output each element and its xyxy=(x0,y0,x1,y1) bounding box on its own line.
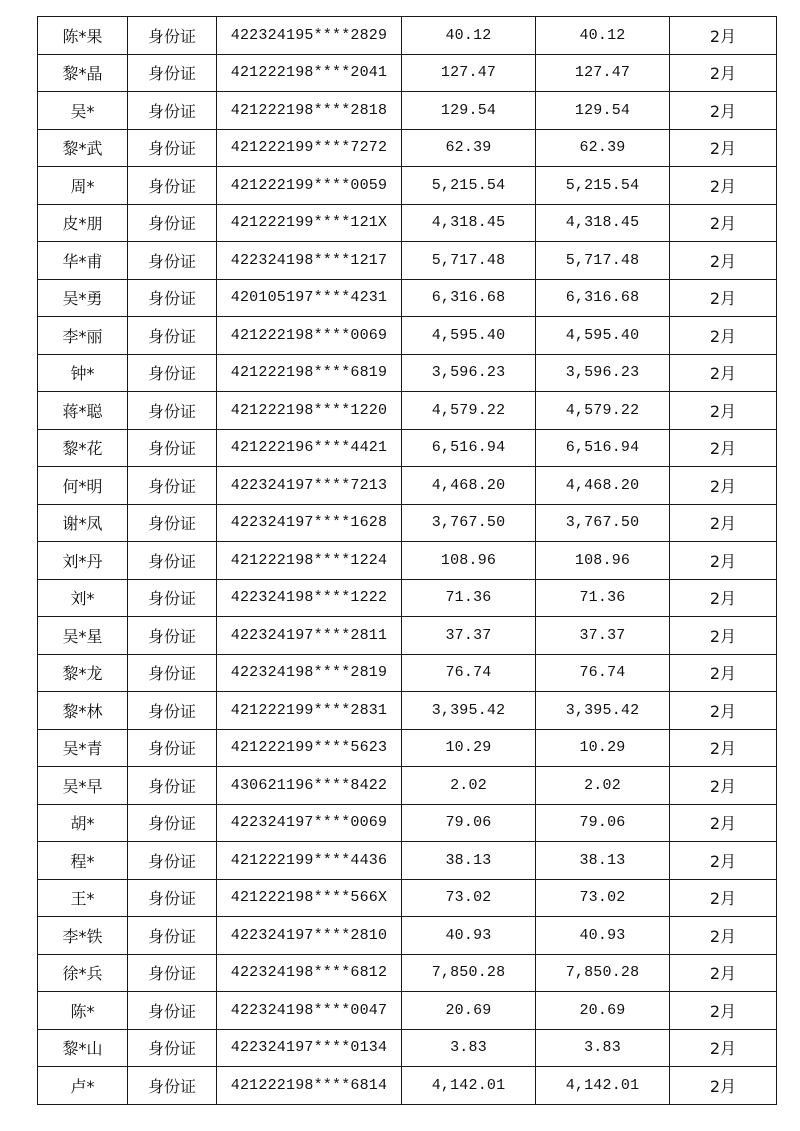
table-row xyxy=(38,804,777,842)
month-cell: 2月 xyxy=(670,654,777,692)
id-type-cell: 身份证 xyxy=(128,579,217,617)
name-cell: 黎*山 xyxy=(38,1029,128,1067)
amount-paid-cell: 127.47 xyxy=(536,54,670,92)
amount-cell: 4,468.20 xyxy=(402,467,536,505)
id-type-cell: 身份证 xyxy=(128,317,217,355)
id-type-cell: 身份证 xyxy=(128,167,217,205)
month-cell: 2月 xyxy=(670,579,777,617)
id-number-cell: 421222198****566X xyxy=(217,879,402,917)
amount-paid-cell: 3,596.23 xyxy=(536,354,670,392)
amount-cell: 3,596.23 xyxy=(402,354,536,392)
amount-cell: 3,395.42 xyxy=(402,692,536,730)
name-cell: 黎*花 xyxy=(38,429,128,467)
id-type-cell: 身份证 xyxy=(128,992,217,1030)
amount-paid-cell: 3.83 xyxy=(536,1029,670,1067)
id-number-cell: 421222199****5623 xyxy=(217,729,402,767)
id-number-cell: 421222198****6819 xyxy=(217,354,402,392)
table-row xyxy=(38,54,777,92)
id-number-cell: 421222198****2041 xyxy=(217,54,402,92)
amount-cell: 40.12 xyxy=(402,17,536,55)
amount-paid-cell: 7,850.28 xyxy=(536,954,670,992)
id-number-cell: 421222199****4436 xyxy=(217,842,402,880)
amount-cell: 4,142.01 xyxy=(402,1067,536,1105)
id-number-cell: 421222199****7272 xyxy=(217,129,402,167)
id-type-cell: 身份证 xyxy=(128,879,217,917)
amount-cell: 38.13 xyxy=(402,842,536,880)
id-type-cell: 身份证 xyxy=(128,92,217,130)
name-cell: 吴*勇 xyxy=(38,279,128,317)
name-cell: 胡* xyxy=(38,804,128,842)
amount-cell: 79.06 xyxy=(402,804,536,842)
id-type-cell: 身份证 xyxy=(128,354,217,392)
id-type-cell: 身份证 xyxy=(128,17,217,55)
id-type-cell: 身份证 xyxy=(128,617,217,655)
table-row xyxy=(38,204,777,242)
month-cell: 2月 xyxy=(670,204,777,242)
table-row xyxy=(38,392,777,430)
name-cell: 何*明 xyxy=(38,467,128,505)
table-row xyxy=(38,1029,777,1067)
month-cell: 2月 xyxy=(670,1029,777,1067)
amount-cell: 108.96 xyxy=(402,542,536,580)
id-number-cell: 421222196****4421 xyxy=(217,429,402,467)
id-type-cell: 身份证 xyxy=(128,429,217,467)
name-cell: 刘* xyxy=(38,579,128,617)
amount-cell: 129.54 xyxy=(402,92,536,130)
table-row xyxy=(38,467,777,505)
id-number-cell: 422324197****0134 xyxy=(217,1029,402,1067)
name-cell: 陈*果 xyxy=(38,17,128,55)
amount-cell: 4,318.45 xyxy=(402,204,536,242)
amount-cell: 71.36 xyxy=(402,579,536,617)
name-cell: 王* xyxy=(38,879,128,917)
id-type-cell: 身份证 xyxy=(128,504,217,542)
month-cell: 2月 xyxy=(670,167,777,205)
id-type-cell: 身份证 xyxy=(128,392,217,430)
month-cell: 2月 xyxy=(670,467,777,505)
id-type-cell: 身份证 xyxy=(128,129,217,167)
amount-cell: 4,595.40 xyxy=(402,317,536,355)
month-cell: 2月 xyxy=(670,279,777,317)
amount-cell: 10.29 xyxy=(402,729,536,767)
table-row xyxy=(38,1067,777,1105)
id-type-cell: 身份证 xyxy=(128,804,217,842)
amount-paid-cell: 10.29 xyxy=(536,729,670,767)
id-number-cell: 422324198****0047 xyxy=(217,992,402,1030)
name-cell: 李*铁 xyxy=(38,917,128,955)
amount-paid-cell: 129.54 xyxy=(536,92,670,130)
amount-paid-cell: 5,215.54 xyxy=(536,167,670,205)
month-cell: 2月 xyxy=(670,92,777,130)
table-row xyxy=(38,429,777,467)
name-cell: 华*甫 xyxy=(38,242,128,280)
name-cell: 徐*兵 xyxy=(38,954,128,992)
table-row xyxy=(38,842,777,880)
month-cell: 2月 xyxy=(670,354,777,392)
id-type-cell: 身份证 xyxy=(128,542,217,580)
table-row xyxy=(38,17,777,55)
month-cell: 2月 xyxy=(670,617,777,655)
name-cell: 程* xyxy=(38,842,128,880)
amount-paid-cell: 4,579.22 xyxy=(536,392,670,430)
name-cell: 黎*龙 xyxy=(38,654,128,692)
table-row xyxy=(38,992,777,1030)
month-cell: 2月 xyxy=(670,1067,777,1105)
name-cell: 黎*晶 xyxy=(38,54,128,92)
month-cell: 2月 xyxy=(670,954,777,992)
amount-paid-cell: 40.12 xyxy=(536,17,670,55)
name-cell: 李*丽 xyxy=(38,317,128,355)
month-cell: 2月 xyxy=(670,129,777,167)
id-number-cell: 422324198****2819 xyxy=(217,654,402,692)
table-row xyxy=(38,692,777,730)
id-number-cell: 422324198****1222 xyxy=(217,579,402,617)
amount-cell: 2.02 xyxy=(402,767,536,805)
amount-cell: 127.47 xyxy=(402,54,536,92)
month-cell: 2月 xyxy=(670,54,777,92)
month-cell: 2月 xyxy=(670,542,777,580)
name-cell: 谢*凤 xyxy=(38,504,128,542)
month-cell: 2月 xyxy=(670,804,777,842)
table-row xyxy=(38,279,777,317)
month-cell: 2月 xyxy=(670,17,777,55)
month-cell: 2月 xyxy=(670,842,777,880)
amount-cell: 73.02 xyxy=(402,879,536,917)
amount-paid-cell: 3,767.50 xyxy=(536,504,670,542)
amount-paid-cell: 6,516.94 xyxy=(536,429,670,467)
id-number-cell: 422324197****0069 xyxy=(217,804,402,842)
id-number-cell: 422324198****1217 xyxy=(217,242,402,280)
id-type-cell: 身份证 xyxy=(128,767,217,805)
amount-cell: 3,767.50 xyxy=(402,504,536,542)
table-row xyxy=(38,917,777,955)
amount-paid-cell: 2.02 xyxy=(536,767,670,805)
name-cell: 蒋*聪 xyxy=(38,392,128,430)
table-row xyxy=(38,129,777,167)
amount-paid-cell: 4,468.20 xyxy=(536,467,670,505)
table-row xyxy=(38,92,777,130)
id-number-cell: 421222199****2831 xyxy=(217,692,402,730)
name-cell: 吴*星 xyxy=(38,617,128,655)
document-page xyxy=(37,16,776,1105)
table-row xyxy=(38,729,777,767)
amount-cell: 37.37 xyxy=(402,617,536,655)
month-cell: 2月 xyxy=(670,879,777,917)
month-cell: 2月 xyxy=(670,917,777,955)
name-cell: 皮*朋 xyxy=(38,204,128,242)
amount-paid-cell: 76.74 xyxy=(536,654,670,692)
id-type-cell: 身份证 xyxy=(128,54,217,92)
name-cell: 黎*林 xyxy=(38,692,128,730)
month-cell: 2月 xyxy=(670,767,777,805)
amount-paid-cell: 3,395.42 xyxy=(536,692,670,730)
amount-paid-cell: 73.02 xyxy=(536,879,670,917)
id-type-cell: 身份证 xyxy=(128,279,217,317)
id-number-cell: 421222198****6814 xyxy=(217,1067,402,1105)
month-cell: 2月 xyxy=(670,692,777,730)
month-cell: 2月 xyxy=(670,504,777,542)
table-row xyxy=(38,504,777,542)
month-cell: 2月 xyxy=(670,992,777,1030)
amount-paid-cell: 4,142.01 xyxy=(536,1067,670,1105)
amount-paid-cell: 37.37 xyxy=(536,617,670,655)
table-row xyxy=(38,879,777,917)
month-cell: 2月 xyxy=(670,429,777,467)
table-row xyxy=(38,767,777,805)
amount-cell: 6,316.68 xyxy=(402,279,536,317)
amount-cell: 4,579.22 xyxy=(402,392,536,430)
amount-paid-cell: 79.06 xyxy=(536,804,670,842)
amount-paid-cell: 4,595.40 xyxy=(536,317,670,355)
amount-paid-cell: 4,318.45 xyxy=(536,204,670,242)
id-number-cell: 421222199****121X xyxy=(217,204,402,242)
name-cell: 卢* xyxy=(38,1067,128,1105)
name-cell: 刘*丹 xyxy=(38,542,128,580)
id-number-cell: 422324197****2810 xyxy=(217,917,402,955)
id-number-cell: 421222198****1224 xyxy=(217,542,402,580)
table-row xyxy=(38,654,777,692)
month-cell: 2月 xyxy=(670,317,777,355)
id-type-cell: 身份证 xyxy=(128,654,217,692)
amount-paid-cell: 40.93 xyxy=(536,917,670,955)
table-row xyxy=(38,617,777,655)
amount-cell: 5,215.54 xyxy=(402,167,536,205)
name-cell: 吴*青 xyxy=(38,729,128,767)
amount-cell: 62.39 xyxy=(402,129,536,167)
amount-paid-cell: 20.69 xyxy=(536,992,670,1030)
name-cell: 陈* xyxy=(38,992,128,1030)
id-number-cell: 422324198****6812 xyxy=(217,954,402,992)
name-cell: 黎*武 xyxy=(38,129,128,167)
id-type-cell: 身份证 xyxy=(128,954,217,992)
month-cell: 2月 xyxy=(670,242,777,280)
id-type-cell: 身份证 xyxy=(128,917,217,955)
amount-paid-cell: 5,717.48 xyxy=(536,242,670,280)
id-type-cell: 身份证 xyxy=(128,842,217,880)
amount-paid-cell: 62.39 xyxy=(536,129,670,167)
id-number-cell: 430621196****8422 xyxy=(217,767,402,805)
amount-paid-cell: 6,316.68 xyxy=(536,279,670,317)
amount-cell: 76.74 xyxy=(402,654,536,692)
table-body xyxy=(38,17,777,1105)
data-table xyxy=(37,16,777,1105)
table-row xyxy=(38,354,777,392)
id-number-cell: 422324197****7213 xyxy=(217,467,402,505)
month-cell: 2月 xyxy=(670,392,777,430)
id-number-cell: 422324197****2811 xyxy=(217,617,402,655)
id-type-cell: 身份证 xyxy=(128,1029,217,1067)
id-number-cell: 420105197****4231 xyxy=(217,279,402,317)
id-type-cell: 身份证 xyxy=(128,692,217,730)
id-number-cell: 421222198****2818 xyxy=(217,92,402,130)
amount-paid-cell: 108.96 xyxy=(536,542,670,580)
amount-cell: 40.93 xyxy=(402,917,536,955)
name-cell: 钟* xyxy=(38,354,128,392)
id-type-cell: 身份证 xyxy=(128,729,217,767)
id-number-cell: 421222198****1220 xyxy=(217,392,402,430)
amount-paid-cell: 38.13 xyxy=(536,842,670,880)
table-row xyxy=(38,167,777,205)
id-type-cell: 身份证 xyxy=(128,467,217,505)
id-type-cell: 身份证 xyxy=(128,1067,217,1105)
amount-paid-cell: 71.36 xyxy=(536,579,670,617)
id-type-cell: 身份证 xyxy=(128,204,217,242)
amount-cell: 20.69 xyxy=(402,992,536,1030)
table-row xyxy=(38,317,777,355)
table-row xyxy=(38,542,777,580)
table-row xyxy=(38,242,777,280)
id-number-cell: 422324197****1628 xyxy=(217,504,402,542)
amount-cell: 3.83 xyxy=(402,1029,536,1067)
amount-cell: 6,516.94 xyxy=(402,429,536,467)
name-cell: 周* xyxy=(38,167,128,205)
name-cell: 吴*早 xyxy=(38,767,128,805)
id-type-cell: 身份证 xyxy=(128,242,217,280)
amount-cell: 7,850.28 xyxy=(402,954,536,992)
id-number-cell: 421222198****0069 xyxy=(217,317,402,355)
amount-cell: 5,717.48 xyxy=(402,242,536,280)
id-number-cell: 421222199****0059 xyxy=(217,167,402,205)
month-cell: 2月 xyxy=(670,729,777,767)
id-number-cell: 422324195****2829 xyxy=(217,17,402,55)
name-cell: 吴* xyxy=(38,92,128,130)
table-row xyxy=(38,579,777,617)
table-row xyxy=(38,954,777,992)
